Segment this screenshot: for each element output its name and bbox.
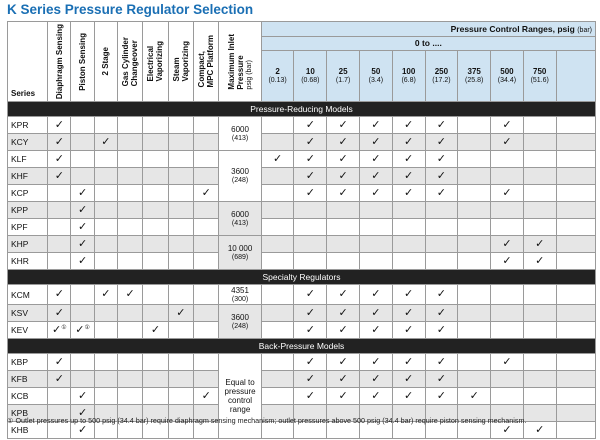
check-mark: ✓ (327, 371, 360, 388)
check-mark: ✓ (360, 354, 393, 371)
series-kfb: KFB (8, 371, 48, 388)
max-pressure-10000: 10 000 (689) (219, 236, 261, 270)
check-mark: ✓ (523, 422, 556, 439)
range-750: 750 (51.6) (523, 51, 556, 102)
series-kcp: KCP (8, 185, 48, 202)
check-mark: ✓ (392, 134, 425, 151)
compact-header: Compact, MPC Platform (194, 22, 219, 102)
range-10: 10 (0.68) (294, 51, 327, 102)
check-mark: ✓ (294, 168, 327, 185)
check-mark: ✓ (360, 371, 393, 388)
zero-to-header: 0 to .... (261, 36, 595, 51)
max-pressure-3600-b: 3600 (248) (219, 305, 261, 339)
range-100: 100 (6.8) (392, 51, 425, 102)
check-mark: ✓ (491, 253, 524, 270)
check-mark: ✓ (71, 219, 94, 236)
check-mark: ✓ (458, 388, 491, 405)
series-ksv: KSV (8, 305, 48, 322)
check-mark: ✓ (294, 371, 327, 388)
range-25: 25 (1.7) (327, 51, 360, 102)
check-mark: ✓ (71, 422, 94, 439)
max-pressure-6000-b: 6000 (413) (219, 202, 261, 236)
gas-cylinder-header: Gas Cylinder Changeover (117, 22, 142, 102)
check-mark: ✓ (491, 354, 524, 371)
check-mark: ✓ (117, 285, 142, 305)
check-footnote: ✓① (71, 322, 94, 339)
check-mark: ✓ (523, 236, 556, 253)
range-50: 50 (3.4) (360, 51, 393, 102)
series-kpf: KPF (8, 219, 48, 236)
check-mark: ✓ (194, 185, 219, 202)
check-mark: ✓ (71, 405, 94, 422)
check-mark: ✓ (48, 371, 71, 388)
check-mark: ✓ (327, 134, 360, 151)
max-pressure-4351: 4351 (300) (219, 285, 261, 305)
check-mark: ✓ (392, 151, 425, 168)
check-mark: ✓ (71, 202, 94, 219)
check-mark: ✓ (360, 185, 393, 202)
check-mark: ✓ (425, 134, 458, 151)
check-mark: ✓ (327, 285, 360, 305)
check-mark: ✓ (360, 285, 393, 305)
series-khp: KHP (8, 236, 48, 253)
range-2: 2 (0.13) (261, 51, 294, 102)
check-mark: ✓ (168, 305, 193, 322)
max-pressure-3600: 3600 (248) (219, 151, 261, 202)
check-mark: ✓ (71, 236, 94, 253)
check-mark: ✓ (360, 134, 393, 151)
check-mark: ✓ (425, 371, 458, 388)
selection-table (7, 21, 596, 439)
check-mark: ✓ (294, 388, 327, 405)
series-kcm: KCM (8, 285, 48, 305)
check-mark: ✓ (327, 305, 360, 322)
two-stage-header: 2 Stage (94, 22, 117, 102)
check-mark: ✓ (425, 117, 458, 134)
check-mark: ✓ (327, 388, 360, 405)
series-khr: KHR (8, 253, 48, 270)
check-mark: ✓ (294, 285, 327, 305)
check-mark: ✓ (425, 168, 458, 185)
series-header: Series (8, 22, 48, 102)
check-mark: ✓ (327, 322, 360, 339)
check-mark: ✓ (294, 305, 327, 322)
series-kpp: KPP (8, 202, 48, 219)
section-back-pressure: Back-Pressure Models (8, 339, 596, 354)
check-mark: ✓ (425, 354, 458, 371)
check-mark: ✓ (360, 168, 393, 185)
check-mark: ✓ (360, 322, 393, 339)
page-title: K Series Pressure Regulator Selection (7, 2, 254, 17)
series-klf: KLF (8, 151, 48, 168)
section-reducing: Pressure-Reducing Models (8, 102, 596, 117)
check-mark: ✓ (294, 134, 327, 151)
check-mark: ✓ (360, 388, 393, 405)
check-mark: ✓ (71, 388, 94, 405)
series-kpb: KPB (8, 405, 48, 422)
check-mark: ✓ (392, 322, 425, 339)
check-mark: ✓ (491, 422, 524, 439)
check-mark: ✓ (71, 253, 94, 270)
series-kcb: KCB (8, 388, 48, 405)
check-mark: ✓ (294, 322, 327, 339)
steam-header: Steam Vaporizing (168, 22, 193, 102)
series-khb: KHB (8, 422, 48, 439)
check-mark: ✓ (392, 285, 425, 305)
check-mark: ✓ (360, 117, 393, 134)
piston-header: Piston Sensing (71, 22, 94, 102)
check-mark: ✓ (327, 168, 360, 185)
check-mark: ✓ (392, 305, 425, 322)
check-mark: ✓ (491, 134, 524, 151)
check-mark: ✓ (294, 151, 327, 168)
check-mark: ✓ (327, 151, 360, 168)
check-mark: ✓ (294, 354, 327, 371)
check-mark: ✓ (94, 134, 117, 151)
series-kbp: KBP (8, 354, 48, 371)
check-mark: ✓ (491, 236, 524, 253)
check-mark: ✓ (360, 151, 393, 168)
range-500: 500 (34.4) (491, 51, 524, 102)
series-khf: KHF (8, 168, 48, 185)
check-mark: ✓ (261, 151, 294, 168)
footnote: ① Outlet pressures up to 500 psig (34.4 bar) require diaphragm sensing mechanism; outlet pressures above 500 psig (34.4 bar) require piston sensing mechanism. (7, 416, 527, 425)
check-mark: ✓ (48, 305, 71, 322)
range-375: 375 (25.8) (458, 51, 491, 102)
check-mark: ✓ (425, 322, 458, 339)
check-mark: ✓ (294, 117, 327, 134)
check-mark: ✓ (392, 117, 425, 134)
electrical-header: Electrical Vaporizing (143, 22, 168, 102)
series-kpr: KPR (8, 117, 48, 134)
check-mark: ✓ (392, 371, 425, 388)
check-mark: ✓ (327, 354, 360, 371)
check-mark: ✓ (327, 117, 360, 134)
check-mark: ✓ (327, 185, 360, 202)
check-mark: ✓ (48, 354, 71, 371)
check-mark: ✓ (294, 185, 327, 202)
check-mark: ✓ (48, 134, 71, 151)
check-mark: ✓ (425, 305, 458, 322)
diaphragm-header: Diaphragm Sensing (48, 22, 71, 102)
max-inlet-header: Maximum Inlet Pressure psig (bar) (219, 22, 261, 102)
section-specialty: Specialty Regulators (8, 270, 596, 285)
check-mark: ✓ (194, 388, 219, 405)
check-mark: ✓ (94, 285, 117, 305)
check-mark: ✓ (392, 185, 425, 202)
check-mark: ✓ (392, 168, 425, 185)
range-blank (556, 51, 595, 102)
check-mark: ✓ (491, 185, 524, 202)
check-footnote: ✓① (48, 322, 71, 339)
check-mark: ✓ (425, 388, 458, 405)
check-mark: ✓ (48, 285, 71, 305)
max-pressure-6000: 6000 (413) (219, 117, 261, 151)
check-mark: ✓ (360, 305, 393, 322)
check-mark: ✓ (392, 354, 425, 371)
check-mark: ✓ (48, 117, 71, 134)
check-mark: ✓ (143, 322, 168, 339)
check-mark: ✓ (48, 168, 71, 185)
pressure-ranges-header: Pressure Control Ranges, psig (bar) (261, 22, 595, 37)
check-mark: ✓ (425, 151, 458, 168)
check-mark: ✓ (491, 117, 524, 134)
check-mark: ✓ (523, 253, 556, 270)
max-pressure-equal: Equal to pressure control range (219, 354, 261, 439)
check-mark: ✓ (392, 388, 425, 405)
check-mark: ✓ (71, 185, 94, 202)
series-kcy: KCY (8, 134, 48, 151)
check-mark: ✓ (425, 185, 458, 202)
check-mark: ✓ (48, 151, 71, 168)
range-250: 250 (17.2) (425, 51, 458, 102)
check-mark: ✓ (425, 285, 458, 305)
series-kev: KEV (8, 322, 48, 339)
